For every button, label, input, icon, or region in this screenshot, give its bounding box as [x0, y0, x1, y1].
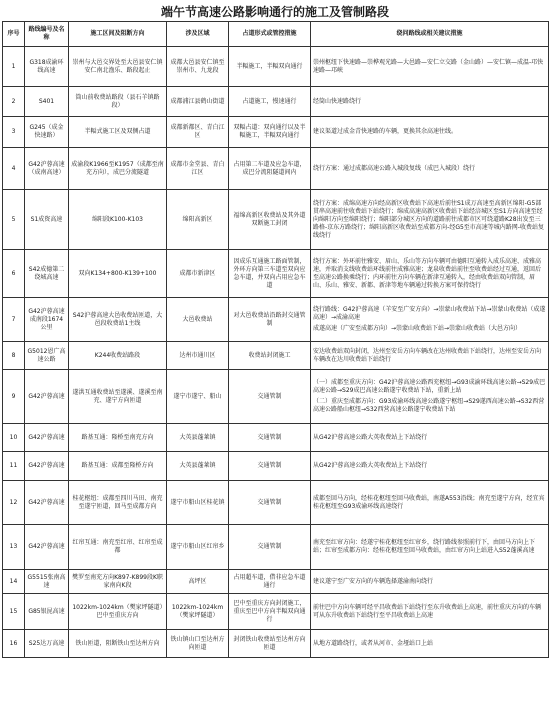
table-row [3, 570, 549, 594]
cell-region: 大英县蓬莱镇 [167, 452, 229, 481]
cell-route: S25达万高速 [25, 630, 69, 658]
cell-section: K244收费站路段 [69, 342, 167, 370]
cell-section: 路基互通：隆桥至南充方向 [69, 424, 167, 452]
cell-section: 崇州与大邑交界处至大邑县安仁镇安仁南北渔乐、路段起止 [69, 47, 167, 87]
cell-route: G42沪蓉高速 [25, 525, 69, 570]
cell-section: 双向K134+800-K139+100 [69, 250, 167, 298]
cell-measure: 收费站封闭施工 [229, 342, 311, 370]
cell-detour [311, 424, 549, 452]
cell-no: 6 [3, 250, 25, 298]
table-row [3, 87, 549, 117]
cell-no: 9 [3, 370, 25, 424]
detour-line: 成都至回马方向，经桂花枢纽至回马收费站，南遂A553沿线；南充至遂宁方向，经宜宾桂花枢纽至G93成渝环线高速绕行 [313, 494, 545, 510]
table-row [3, 47, 549, 87]
cell-route: S42成德第二绕城高速 [25, 250, 69, 298]
detour-line: 前往巴中方向车辆可经平昌收费站下站绕行至东升收费站上高速，前往重庆方向的车辆可从东升收费站下站绕行至平昌收费站上高速 [313, 603, 542, 619]
cell-measure: 交通管制 [229, 424, 311, 452]
cell-no: 10 [3, 424, 25, 452]
table-row [3, 630, 549, 658]
cell-region: 绵阳高新区 [167, 190, 229, 250]
detour-line: （二）重庆至成都方向：G93成渝环线高速公路遂宁枢纽→S29遂西高速公路→S32西营高速公路船山枢纽→S32西营高速公路遂宁收费站下站 [313, 398, 545, 413]
cell-section: 红帘互通：南充至红帘、红帘至成都 [69, 525, 167, 570]
cell-region: 遂宁市船山区红帘乡 [167, 525, 229, 570]
cell-no: 4 [3, 148, 25, 190]
cell-region: 高坪区 [167, 570, 229, 594]
cell-region: 成都市新津区 [167, 250, 229, 298]
cell-route: S1成资高速 [25, 190, 69, 250]
detour-line: 建议遂宁至广安方向的车辆选择遂渝南向绕行 [313, 577, 434, 585]
cell-no: 8 [3, 342, 25, 370]
cell-section: 桂花枢纽：成都至四川马田、南充至遂宁匝道，回马至成都方向 [69, 481, 167, 525]
cell-detour [311, 298, 549, 342]
table-header-row [3, 22, 549, 47]
detour-line: 经筒山快速路绕行 [313, 97, 362, 105]
detour-line: 安达收费站双向封闭，达州至安岳方向车辆改在达州收费站下站绕行，达州至安岳方向车辆改在达川收费站下站绕行 [313, 347, 542, 363]
cell-no: 15 [3, 594, 25, 630]
cell-section: 1022km-1024km（樊家坪隧道）巴中至重庆方向 [69, 594, 167, 630]
table-row [3, 298, 549, 342]
cell-route: G85银昆高速 [25, 594, 69, 630]
cell-section: S42沪蓉高速大邑收费站匝道，大邑段收费站1主线 [69, 298, 167, 342]
table-body [3, 47, 549, 658]
cell-detour [311, 250, 549, 298]
cell-no: 12 [3, 481, 25, 525]
cell-region: 遂宁市船山区桂花镇 [167, 481, 229, 525]
cell-detour [311, 148, 549, 190]
table-row [3, 148, 549, 190]
detour-line: （一）成都至重庆方向：G42沪蓉高速公路西充枢纽→G93成渝环线高速公路→S29成巴高速公路→S29成巴高速公路遂宁收费站下站，重新上站 [313, 379, 546, 394]
cell-detour [311, 452, 549, 481]
document-title: 端午节高速公路影响通行的施工及管制路段 [160, 5, 389, 19]
detour-line: 绕行路线：G42沪蓉高速（羊安至广安方向）→崇蒙山收费站下站→崇蒙山收费站（成遂高速）→成渝高速 [313, 306, 546, 321]
cell-route: G42沪蓉高速 [25, 481, 69, 525]
cell-region: 成都浦江县鹤山街道 [167, 87, 229, 117]
table-row [3, 594, 549, 630]
cell-region: 铁山镇山口至达州方向匝道 [167, 630, 229, 658]
cell-detour [311, 570, 549, 594]
cell-region: 成都市金堂县、青白江区 [167, 148, 229, 190]
cell-region: 大邑收费站 [167, 298, 229, 342]
cell-region: 遂宁市遂宁、船山 [167, 370, 229, 424]
cell-route: G42沪蓉高速 [25, 452, 69, 481]
cell-section: 半幅式施工区及双侧占道 [69, 117, 167, 148]
detour-line: 从G42沪蓉高速公路大英收费站上下站绕行 [313, 433, 428, 441]
cell-no: 13 [3, 525, 25, 570]
cell-route: G42沪蓉高速 [25, 370, 69, 424]
cell-measure: 占道施工，慢速通行 [229, 87, 311, 117]
detour-line: 崇州枢纽下快速路—崇桦观光路—大邑路—安仁立交路（金山路）—安仁镇—成温-邛快速路—邛峡 [313, 58, 544, 74]
cell-route: G42沪蓉高速（成南高速） [25, 148, 69, 190]
cell-measure: 对大邑收费站沿路封交通管制 [229, 298, 311, 342]
table-row [3, 117, 549, 148]
cell-measure: 福绵高新区收费站及其外道双断施工封闭 [229, 190, 311, 250]
cell-route: G42沪蓉高速 [25, 424, 69, 452]
cell-route: G245（成金快速路） [25, 117, 69, 148]
cell-detour [311, 47, 549, 87]
cell-route: G5012恩广高速公路 [25, 342, 69, 370]
cell-section: 成渝段K1966至K1957（成都至南充方向），成巴分流隧道 [69, 148, 167, 190]
cell-route: G318成渝环线高速 [25, 47, 69, 87]
cell-measure: 半幅施工，半幅双向通行 [229, 47, 311, 87]
table-row [3, 481, 549, 525]
cell-no: 16 [3, 630, 25, 658]
cell-route: G42沪蓉高速成南段1674公里 [25, 298, 69, 342]
cell-no: 3 [3, 117, 25, 148]
cell-section: 绵阳段K100-K103 [69, 190, 167, 250]
cell-region: 成都新都区、青白江区 [167, 117, 229, 148]
detour-line: 南充至红帘方向：经遂宁桂花枢纽至红帘乡，绕行路线参照前行下，由回马方向上下站；红帘至成都方向：经桂花枢纽至回马收费站，由红帘方向上站进入S52蓬溪高速 [313, 539, 536, 554]
cell-measure: 巴中至重庆方向封闭施工，重庆至巴中方向半幅双向通行 [229, 594, 311, 630]
cell-detour [311, 342, 549, 370]
cell-section: 遂洪互通收费站至遂溪、遂溪至南充、遂宁方向匝道 [69, 370, 167, 424]
table-row [3, 424, 549, 452]
table-row [3, 525, 549, 570]
cell-no: 5 [3, 190, 25, 250]
cell-measure: 双幅占道：双向通行以及半幅施工，半幅双向通行 [229, 117, 311, 148]
cell-region: 大英县蓬莱镇 [167, 424, 229, 452]
cell-detour [311, 370, 549, 424]
cell-no: 2 [3, 87, 25, 117]
cell-detour [311, 630, 549, 658]
cell-detour [311, 190, 549, 250]
cell-detour [311, 525, 549, 570]
cell-no: 14 [3, 570, 25, 594]
header-measure: 占道形式或管控措施 [229, 22, 311, 47]
detour-line: 成遂高速（广安至成都方向）→崇蒙山收费站下站→崇蒙山收费站（大邑方向） [313, 325, 522, 332]
cell-region: 达州市通川区 [167, 342, 229, 370]
detour-line: 从G42沪蓉高速公路大英收费站上下站绕行 [313, 462, 428, 469]
cell-route: G5515张南高速 [25, 570, 69, 594]
cell-measure: 占用超车道，借非应急车道通行 [229, 570, 311, 594]
cell-region: 1022km-1024km（樊家坪隧道） [167, 594, 229, 630]
cell-measure: 因成乐互通施工路面管制，外环方向第三车道至双向应急车道，并双向占用应急车道 [229, 250, 311, 298]
detour-line: 绕行方案：通过成都高速公路入城段复线（成巴入城段）绕行 [313, 164, 476, 172]
cell-section: 樊罗至南充方向K897-K899段K职家南向K段 [69, 570, 167, 594]
cell-no: 11 [3, 452, 25, 481]
table-row [3, 190, 549, 250]
cell-section: 筒山前收费站路段（县石羊镇路段） [69, 87, 167, 117]
closure-table [2, 21, 549, 658]
table-row [3, 250, 549, 298]
detour-line: 从地方道路绕行，或者从河市、金垭站口上站 [313, 639, 434, 647]
cell-detour [311, 481, 549, 525]
cell-measure: 交通管制 [229, 481, 311, 525]
cell-measure: 封闭铁山收费站至达州方向匝道 [229, 630, 311, 658]
header-section: 施工区间及阻断方向 [69, 22, 167, 47]
cell-detour [311, 594, 549, 630]
cell-section: 铁山匝道，阻断铁山至达州方向 [69, 630, 167, 658]
cell-section: 路基互通：成都至隆桥方向 [69, 452, 167, 481]
detour-line: 绕行方案：外环前往雅安、眉山、乐山等方向车辆可由德阳互通转入成乐高速、成雅高速，并取消支线收费站环线前往成雅高速；龙泉收费站前往至收费站经过互通，返回后至高速公路换乘绕行；内环前往方向车辆在新津互通转入，经由收费站双向管制，眉山、乐山、雅安、新都、新津等地车辆通过转换方案可保持绕行 [313, 257, 542, 289]
header-route: 路线编号及名称 [25, 22, 69, 47]
cell-no: 1 [3, 47, 25, 87]
cell-region: 成都大邑县安仁镇至崇州市、九龙段 [167, 47, 229, 87]
header-no: 序号 [3, 22, 25, 47]
cell-measure: 交通管制 [229, 525, 311, 570]
detour-line: 绕行方案：成绵高速方向经高新区收费站下高速后前往S1成万高速至高新区绵阳-G5部贯串高速前往收费站下站绕行；绵成高速高新区收费站下站经涪城区至S1方向高速至经向绵阳方向至绵阳绕行；绵阳部分城区方向的道路前往成都市区可绕道路K28出发至三路格-京东方路绕行；绵阳高新区收费站至成都方向-经G5至市高速等城内路网-收费站复线绕行 [313, 199, 544, 239]
cell-measure: 交通管制 [229, 370, 311, 424]
header-region: 涉及区域 [167, 22, 229, 47]
table-row [3, 342, 549, 370]
cell-measure: 占用第二车道及应急车道，成巴分流阻隧道间内 [229, 148, 311, 190]
cell-measure: 交通管制 [229, 452, 311, 481]
table-row [3, 452, 549, 481]
cell-no: 7 [3, 298, 25, 342]
header-detour: 绕问路线或相关建议措施 [311, 22, 549, 47]
cell-route: S401 [25, 87, 69, 117]
detour-line: 建议渠道过成金青快速路的车辆，更换其余高速往线。 [313, 128, 458, 135]
table-row [3, 370, 549, 424]
cell-detour [311, 117, 549, 148]
cell-detour [311, 87, 549, 117]
